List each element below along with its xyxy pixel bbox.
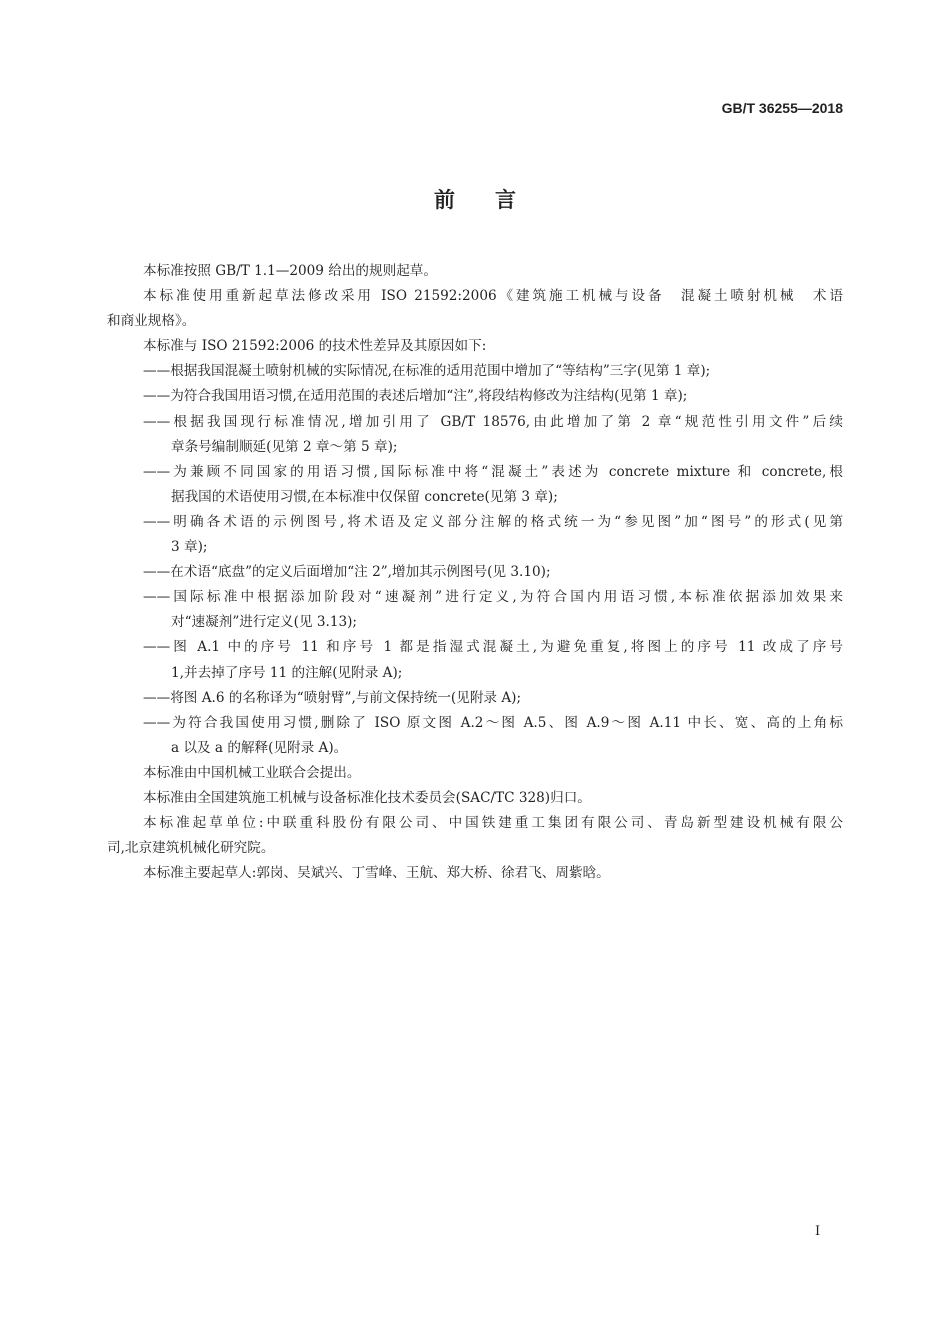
dash-list-item: [107, 510, 843, 560]
dash-list-item: [107, 560, 843, 585]
text-line: 本标准主要起草人:郭岗、吴斌兴、丁雪峰、王航、郑大桥、徐君飞、周紫晗。: [143, 865, 610, 882]
page-title: 前言: [434, 188, 556, 212]
paragraph: [107, 259, 843, 284]
text-line: ——根据我国混凝土喷射机械的实际情况,在标准的适用范围中增加了“等结构”三字(见第 1 章);: [143, 363, 711, 380]
text-line: 本标准由中国机械工业联合会提出。: [143, 764, 361, 781]
paragraph: [107, 334, 843, 359]
text-line: 和商业规格》。: [107, 313, 196, 330]
text-line: 本标准起草单位:中联重科股份有限公司、中国铁建重工集团有限公司、青岛新型建设机械有限公: [143, 815, 843, 832]
paragraph: [107, 761, 843, 786]
text-line: 司,北京建筑机械化研究院。: [107, 840, 275, 857]
dash-list-item: [107, 635, 843, 685]
text-line: 3 章);: [171, 539, 208, 556]
dash-list-item: [107, 585, 843, 635]
text-line: 对“速凝剂”进行定义(见 3.13);: [171, 614, 358, 631]
paragraph: [107, 786, 843, 811]
text-line: a 以及 a 的解释(见附录 A)。: [171, 739, 348, 756]
text-line: ——在术语“底盘”的定义后面增加“注 2”,增加其示例图号(见 3.10);: [143, 564, 551, 581]
text-line: 1,并去掉了序号 11 的注解(见附录 A);: [171, 664, 403, 681]
page-number: I: [815, 1224, 821, 1239]
standard-number: GB/T 36255—2018: [721, 100, 843, 116]
text-line: 本标准按照 GB/T 1.1—2009 给出的规则起草。: [143, 263, 437, 279]
text-line: 章条号编制顺延(见第 2 章～第 5 章);: [171, 438, 398, 455]
paragraph: [107, 284, 843, 334]
text-line: ——为符合我国使用习惯,删除了 ISO 原文图 A.2～图 A.5、图 A.9～图 A.11 中长、宽、高的上角标: [143, 714, 843, 731]
text-line: ——国际标准中根据添加阶段对“速凝剂”进行定义,为符合国内用语习惯,本标准依据添加效果来: [143, 589, 843, 606]
text-line: 本标准由全国建筑施工机械与设备标准化技术委员会(SAC/TC 328)归口。: [143, 789, 591, 806]
dash-list-item: [107, 359, 843, 384]
text-line: ——将图 A.6 的名称译为“喷射臂”,与前文保持统一(见附录 A);: [143, 689, 522, 706]
text-line: ——图 A.1 中的序号 11 和序号 1 都是指湿式混凝土,为避免重复,将图上的序号 11 改成了序号: [143, 639, 843, 656]
dash-list-item: [107, 384, 843, 409]
dash-list-item: [107, 686, 843, 711]
text-line: ——为符合我国用语习惯,在适用范围的表述后增加“注”,将段结构修改为注结构(见第 1 章);: [143, 388, 688, 405]
dash-list-item: [107, 410, 843, 460]
text-line: 本标准与 ISO 21592:2006 的技术性差异及其原因如下:: [143, 338, 487, 355]
text-line: ——根据我国现行标准情况,增加引用了 GB/T 18576,由此增加了第 2 章“规范性引用文件”后续: [143, 413, 843, 430]
dash-list-item: [107, 460, 843, 510]
text-line: 据我国的术语使用习惯,在本标准中仅保留 concrete(见第 3 章);: [171, 488, 558, 505]
paragraph: [107, 811, 843, 861]
foreword-body: [107, 259, 843, 886]
paragraph: [107, 861, 843, 886]
text-line: ——为兼顾不同国家的用语习惯,国际标准中将“混凝土”表述为 concrete mixture 和 concrete,根: [143, 463, 843, 480]
dash-list-item: [107, 711, 843, 761]
text-line: 本标准使用重新起草法修改采用 ISO 21592:2006《建筑施工机械与设备 混凝土喷射机械 术语: [143, 288, 843, 305]
text-line: ——明确各术语的示例图号,将术语及定义部分注解的格式统一为“参见图”加“图号”的形式(见第: [143, 513, 843, 530]
